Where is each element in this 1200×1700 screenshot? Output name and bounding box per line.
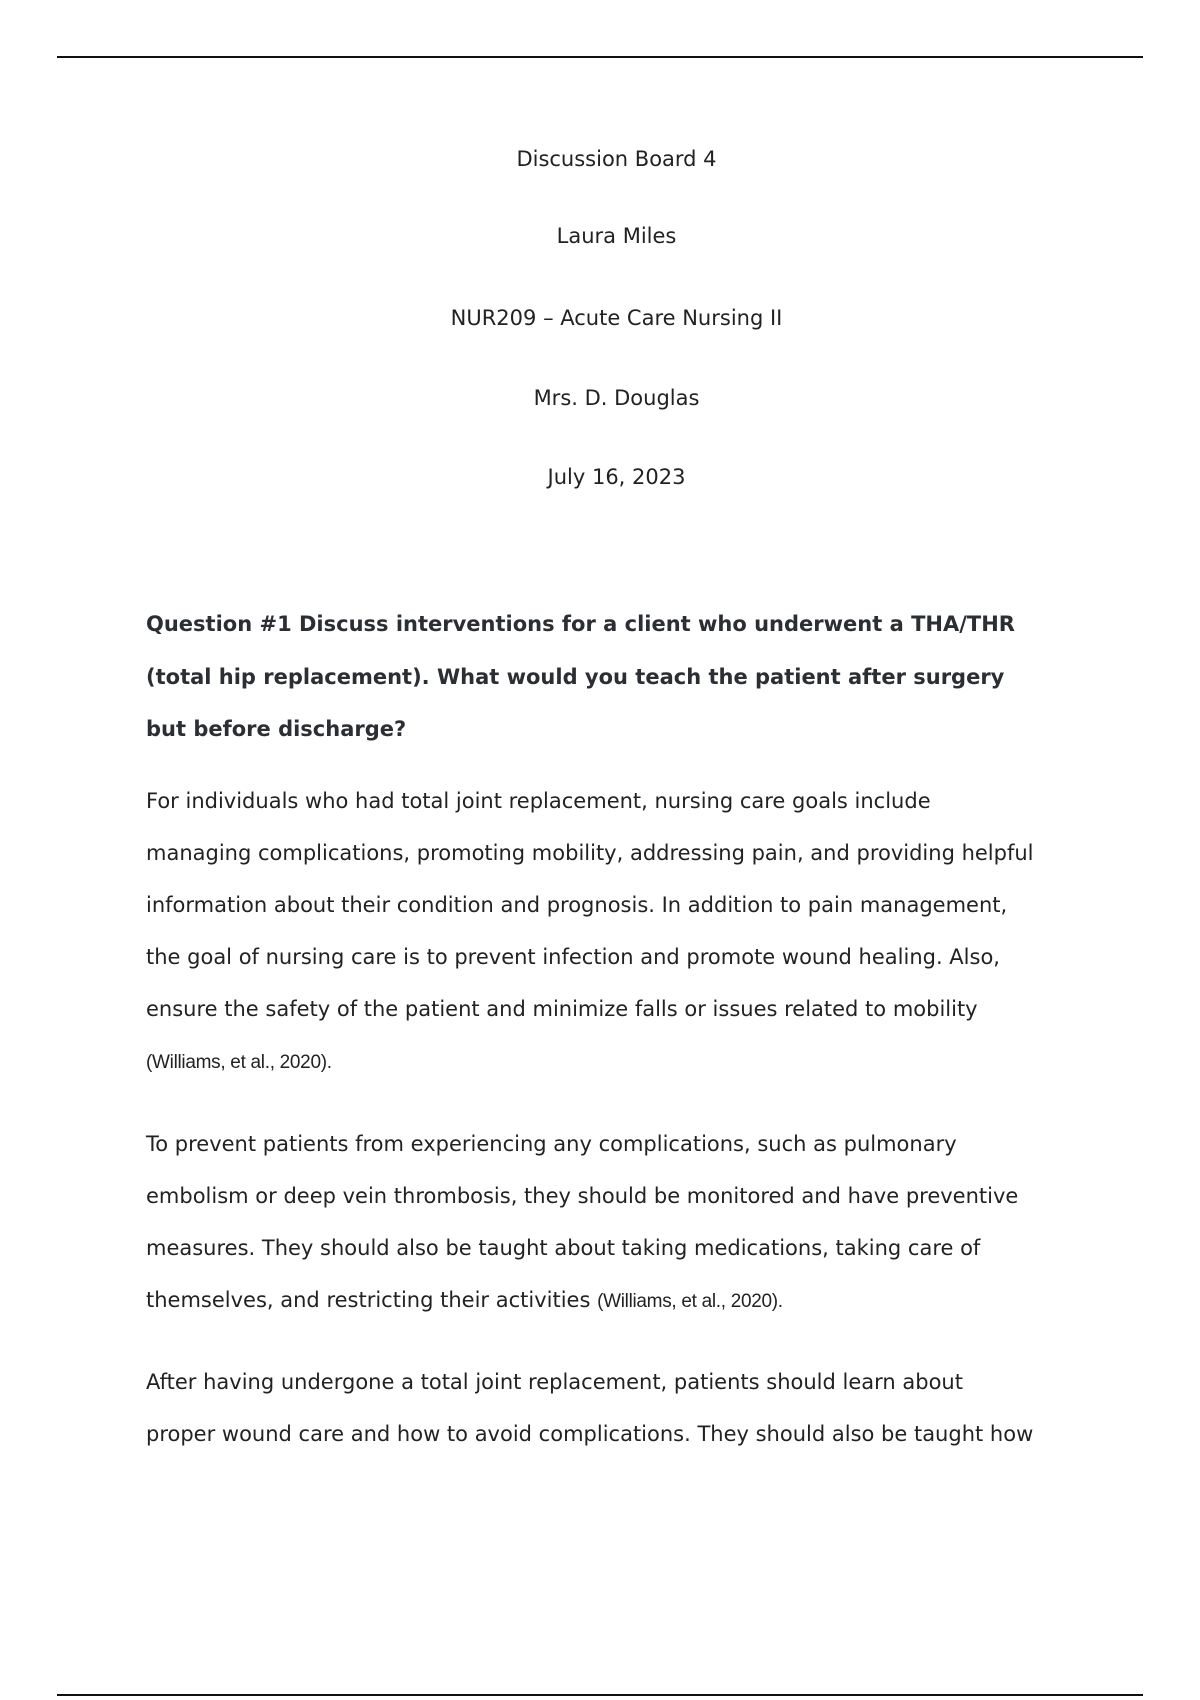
question-line: (total hip replacement). What would you teach the patient after surgery (146, 664, 1005, 689)
author-name: Laura Miles (556, 224, 677, 248)
course-name: NUR209 – Acute Care Nursing II (450, 306, 783, 330)
paragraph-line: managing complications, promoting mobility, addressing pain, and providing helpful (146, 841, 1034, 865)
document-title: Discussion Board 4 (516, 147, 717, 171)
instructor-name: Mrs. D. Douglas (533, 386, 700, 410)
paragraph-1 (146, 775, 1086, 1089)
citation: (Williams, et al., 2020). (146, 1052, 332, 1073)
paragraph-line: information about their condition and prognosis. In addition to pain management, (146, 893, 1008, 917)
top-rule (57, 56, 1143, 58)
bottom-rule (57, 1694, 1143, 1696)
paragraph-line: themselves, and restricting their activities (146, 1288, 598, 1312)
paragraph-2 (146, 1118, 1086, 1328)
paragraph-line: For individuals who had total joint replacement, nursing care goals include (146, 789, 931, 813)
paragraph-line: measures. They should also be taught about taking medications, taking care of (146, 1236, 981, 1260)
paragraph-line: ensure the safety of the patient and minimize falls or issues related to mobility (146, 997, 978, 1021)
question-line: but before discharge? (146, 717, 407, 741)
question-line: Question #1 Discuss interventions for a client who underwent a THA/THR (146, 612, 1015, 636)
submission-date: July 16, 2023 (547, 465, 686, 489)
question-heading (146, 598, 1086, 756)
paragraph-3 (146, 1356, 1086, 1460)
paragraph-line: the goal of nursing care is to prevent infection and promote wound healing. Also, (146, 945, 1000, 969)
paragraph-line: To prevent patients from experiencing any complications, such as pulmonary (146, 1132, 957, 1156)
paragraph-line: embolism or deep vein thrombosis, they should be monitored and have preventive (146, 1184, 1019, 1208)
citation: (Williams, et al., 2020). (597, 1291, 783, 1312)
paragraph-line: After having undergone a total joint replacement, patients should learn about (146, 1370, 963, 1394)
paragraph-line: proper wound care and how to avoid complications. They should also be taught how (146, 1422, 1034, 1446)
